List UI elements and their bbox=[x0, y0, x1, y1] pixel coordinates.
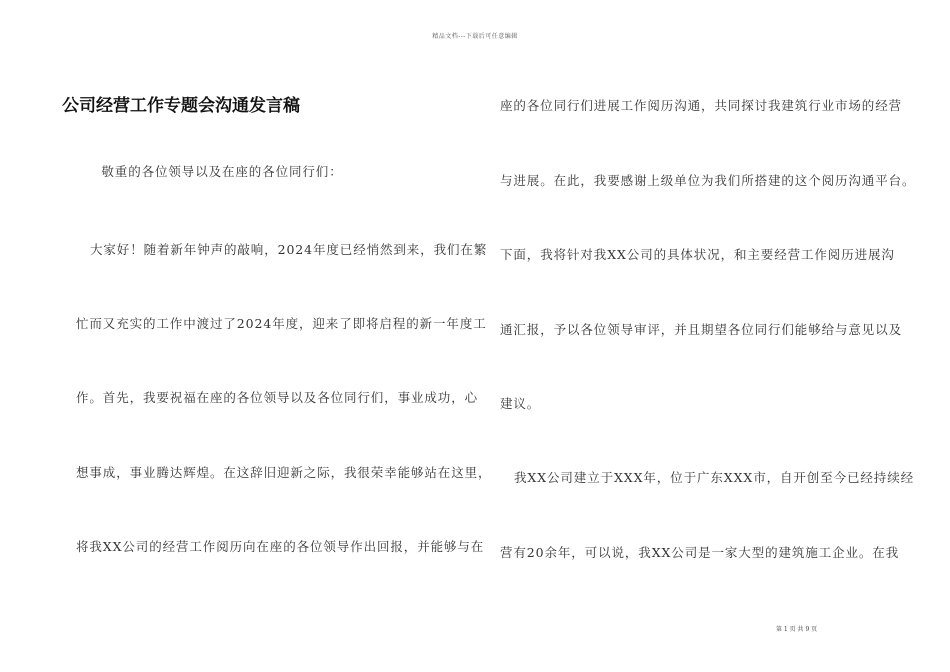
paragraph-line: 大家好！随着新年钟声的敲响，2024年度已经悄然到来，我们在繁 bbox=[90, 242, 488, 257]
document-title: 公司经营工作专题会沟通发言稿 bbox=[62, 96, 300, 116]
paragraph-line: 建议。 bbox=[500, 396, 541, 411]
paragraph-line: 与进展。在此，我要感谢上级单位为我们所搭建的这个阅历沟通平台。 bbox=[500, 173, 916, 188]
paragraph-line: 作。首先，我要祝福在座的各位领导以及各位同行们，事业成功，心 bbox=[76, 390, 479, 405]
paragraph-line: 营有20余年，可以说，我XX公司是一家大型的建筑施工企业。在我 bbox=[500, 545, 900, 560]
paragraph-line: 忙而又充实的工作中渡过了2024年度，迎来了即将启程的新一年度工 bbox=[76, 316, 487, 331]
page-number: 第 1 页 共 9 页 bbox=[776, 626, 818, 633]
header-note: 精品文档---下载后可任意编辑 bbox=[432, 33, 518, 40]
paragraph-line: 我XX公司建立于XXX年，位于广东XXX市，自开创至今已经持续经 bbox=[514, 470, 914, 485]
paragraph-line: 将我XX公司的经营工作阅历向在座的各位领导作出回报，并能够与在 bbox=[76, 539, 485, 554]
paragraph-line: 下面，我将针对我XX公司的具体状况，和主要经营工作阅历进展沟 bbox=[500, 247, 895, 262]
paragraph-line: 通汇报，予以各位领导审评，并且期望各位同行们能够给与意见以及 bbox=[500, 322, 903, 337]
paragraph-line: 想事成，事业腾达辉煌。在这辞旧迎新之际，我很荣幸能够站在这里， bbox=[76, 465, 492, 480]
paragraph-line: 敬重的各位领导以及在座的各位同行们： bbox=[88, 164, 343, 179]
paragraph-line: 座的各位同行们进展工作阅历沟通，共同探讨我建筑行业市场的经营 bbox=[500, 98, 903, 113]
